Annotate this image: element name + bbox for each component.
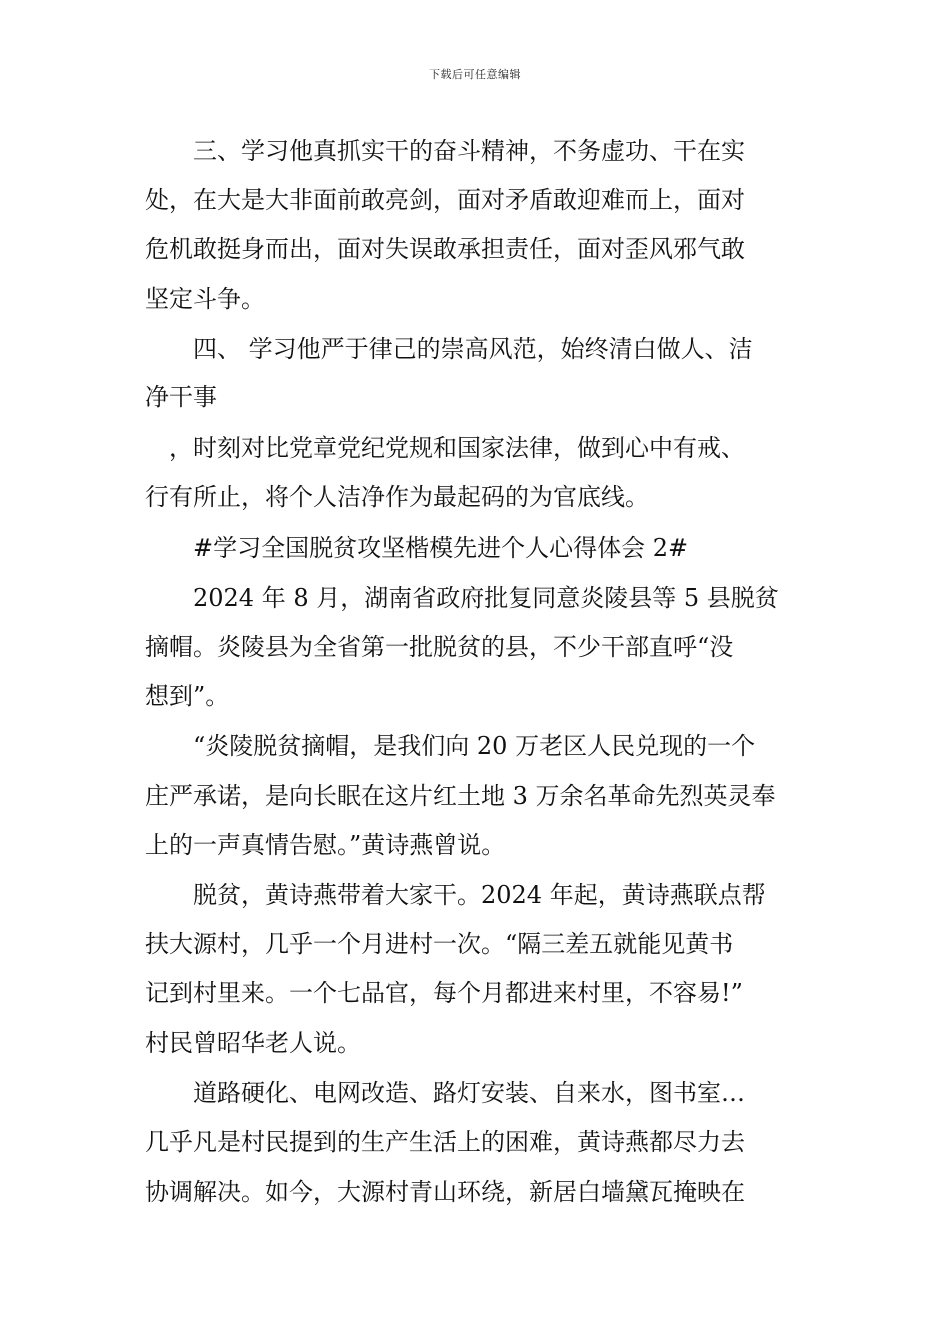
body-line: 处，在大是大非面前敢亮剑，面对矛盾敢迎难而上，面对 [145,186,745,214]
body-line: 2024 年 8 月，湖南省政府批复同意炎陵县等 5 县脱贫 [145,584,779,612]
body-line: “炎陵脱贫摘帽，是我们向 20 万老区人民兑现的一个 [145,732,756,760]
body-line: 道路硬化、电网改造、路灯安装、自来水，图书室… [145,1079,745,1107]
body-line: 村民曾昭华老人说。 [145,1029,361,1057]
body-line: 扶大源村，几乎一个月进村一次。“隔三差五就能见黄书 [145,930,734,958]
body-line: 记到村里来。一个七品官，每个月都进来村里，不容易!” [145,979,743,1007]
body-line: 协调解决。如今，大源村青山环绕，新居白墙黛瓦掩映在 [145,1178,745,1206]
body-line: 几乎凡是村民提到的生产生活上的困难，黄诗燕都尽力去 [145,1128,745,1156]
body-line: 摘帽。炎陵县为全省第一批脱贫的县，不少干部直呼“没 [145,633,734,661]
body-line: 想到”。 [145,682,230,710]
body-line: 危机敢挺身而出，面对失误敢承担责任，面对歪风邪气敢 [145,235,745,263]
body-line: 四、 学习他严于律己的崇高风范，始终清白做人、洁 [145,335,753,363]
body-line: 坚定斗争。 [145,285,265,313]
section-heading: #学习全国脱贫攻坚楷模先进个人心得体会 2# [145,534,689,562]
body-line: 上的一声真情告慰。”黄诗燕曾说。 [145,831,506,859]
body-line: 行有所止，将个人洁净作为最起码的为官底线。 [145,483,649,511]
body-line: 庄严承诺，是向长眠在这片红土地 3 万余名革命先烈英灵奉 [145,782,776,810]
body-line: 净干事 [145,383,217,411]
body-line: ，时刻对比党章党纪党规和国家法律，做到心中有戒、 [145,434,745,462]
page-header: 下载后可任意编辑 [429,68,521,81]
body-line: 三、学习他真抓实干的奋斗精神，不务虚功、干在实 [145,137,745,165]
body-line: 脱贫，黄诗燕带着大家干。2024 年起，黄诗燕联点帮 [145,881,766,909]
